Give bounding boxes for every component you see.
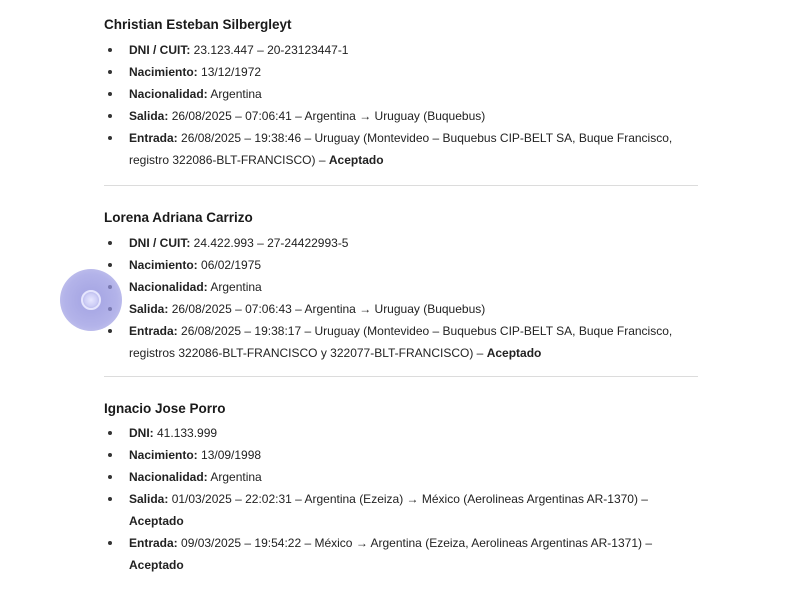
field-label: Nacimiento:: [129, 258, 198, 272]
person-fields: [104, 232, 698, 364]
records-list: [104, 0, 698, 576]
bullet-icon: [108, 241, 112, 245]
field-salida: [104, 105, 698, 127]
status-text: Aceptado: [129, 514, 184, 528]
field-label: Salida:: [129, 302, 169, 316]
field-value: Argentina: [207, 470, 262, 484]
field-value: 09/03/2025 – 19:54:22 – México → Argentina (Ezeiza, Aerolineas Argentinas AR-1371) –: [177, 536, 652, 550]
bullet-icon: [108, 70, 112, 74]
field-value: Argentina: [207, 280, 262, 294]
field-label: DNI / CUIT:: [129, 43, 191, 57]
field-label: Nacionalidad:: [129, 280, 208, 294]
field-salida: [104, 488, 698, 532]
bullet-icon: [108, 453, 112, 457]
bullet-icon: [108, 285, 112, 289]
field-label: DNI:: [129, 426, 154, 440]
bullet-icon: [108, 497, 112, 501]
field-value: 26/08/2025 – 07:06:41 – Argentina → Uruguay (Buquebus): [168, 109, 486, 123]
bullet-icon: [108, 329, 112, 333]
touch-indicator-ring: [81, 290, 101, 310]
person-fields: [104, 39, 698, 171]
person-record: [104, 0, 698, 171]
field-value: 41.133.999: [153, 426, 218, 440]
field-value: 06/02/1975: [197, 258, 262, 272]
bullet-icon: [108, 114, 112, 118]
field-nacionalidad: [104, 466, 698, 488]
bullet-icon: [108, 136, 112, 140]
person-record: [104, 186, 698, 364]
bullet-icon: [108, 263, 112, 267]
field-nacimiento: [104, 61, 698, 83]
field-nacimiento: [104, 444, 698, 466]
field-value: 26/08/2025 – 19:38:17 – Uruguay (Montevideo – Buquebus CIP-BELT SA, Buque Francisco, registros 322086-BLT-FRANCISCO y 322077-BLT-FRANCISCO) –: [129, 324, 673, 360]
bullet-icon: [108, 541, 112, 545]
field-entrada: [104, 320, 698, 364]
status-text: Aceptado: [486, 346, 542, 360]
field-value: 13/12/1972: [197, 65, 262, 79]
field-salida: [104, 298, 698, 320]
field-label: Salida:: [129, 109, 169, 123]
field-entrada: [104, 127, 698, 171]
field-nacionalidad: [104, 83, 698, 105]
bullet-icon: [108, 431, 112, 435]
field-label: Nacionalidad:: [129, 87, 208, 101]
field-value: 23.123.447 – 20-23123447-1: [190, 43, 349, 57]
field-label: Nacimiento:: [129, 448, 198, 462]
field-value: 01/03/2025 – 22:02:31 – Argentina (Ezeiza) → México (Aerolineas Argentinas AR-1370) –: [168, 492, 648, 506]
field-dni-cuit: [104, 39, 698, 61]
field-label: Entrada:: [129, 131, 178, 145]
bullet-icon: [108, 92, 112, 96]
status-text: Aceptado: [129, 558, 184, 572]
field-label: Nacimiento:: [129, 65, 198, 79]
field-value: 26/08/2025 – 19:38:46 – Uruguay (Montevideo – Buquebus CIP-BELT SA, Buque Francisco, registro 322086-BLT-FRANCISCO) –: [129, 131, 673, 167]
field-value: Argentina: [207, 87, 262, 101]
field-value: 24.422.993 – 27-24422993-5: [190, 236, 349, 250]
field-label: Entrada:: [129, 536, 178, 550]
bullet-icon: [108, 475, 112, 479]
person-record: [104, 377, 698, 576]
status-text: Aceptado: [328, 153, 384, 167]
person-name: Lorena Adriana Carrizo: [104, 210, 253, 225]
bullet-icon: [108, 48, 112, 52]
field-label: Nacionalidad:: [129, 470, 208, 484]
field-entrada: [104, 532, 698, 576]
field-nacionalidad: [104, 276, 698, 298]
person-fields: [104, 422, 698, 576]
field-label: Salida:: [129, 492, 169, 506]
field-value: 26/08/2025 – 07:06:43 – Argentina → Uruguay (Buquebus): [168, 302, 486, 316]
field-dni-cuit: [104, 232, 698, 254]
bullet-icon: [108, 307, 112, 311]
field-label: Entrada:: [129, 324, 178, 338]
field-label: DNI / CUIT:: [129, 236, 191, 250]
field-dni: [104, 422, 698, 444]
field-value: 13/09/1998: [197, 448, 262, 462]
person-name: Ignacio Jose Porro: [104, 401, 226, 416]
field-nacimiento: [104, 254, 698, 276]
person-name: Christian Esteban Silbergleyt: [104, 17, 292, 32]
